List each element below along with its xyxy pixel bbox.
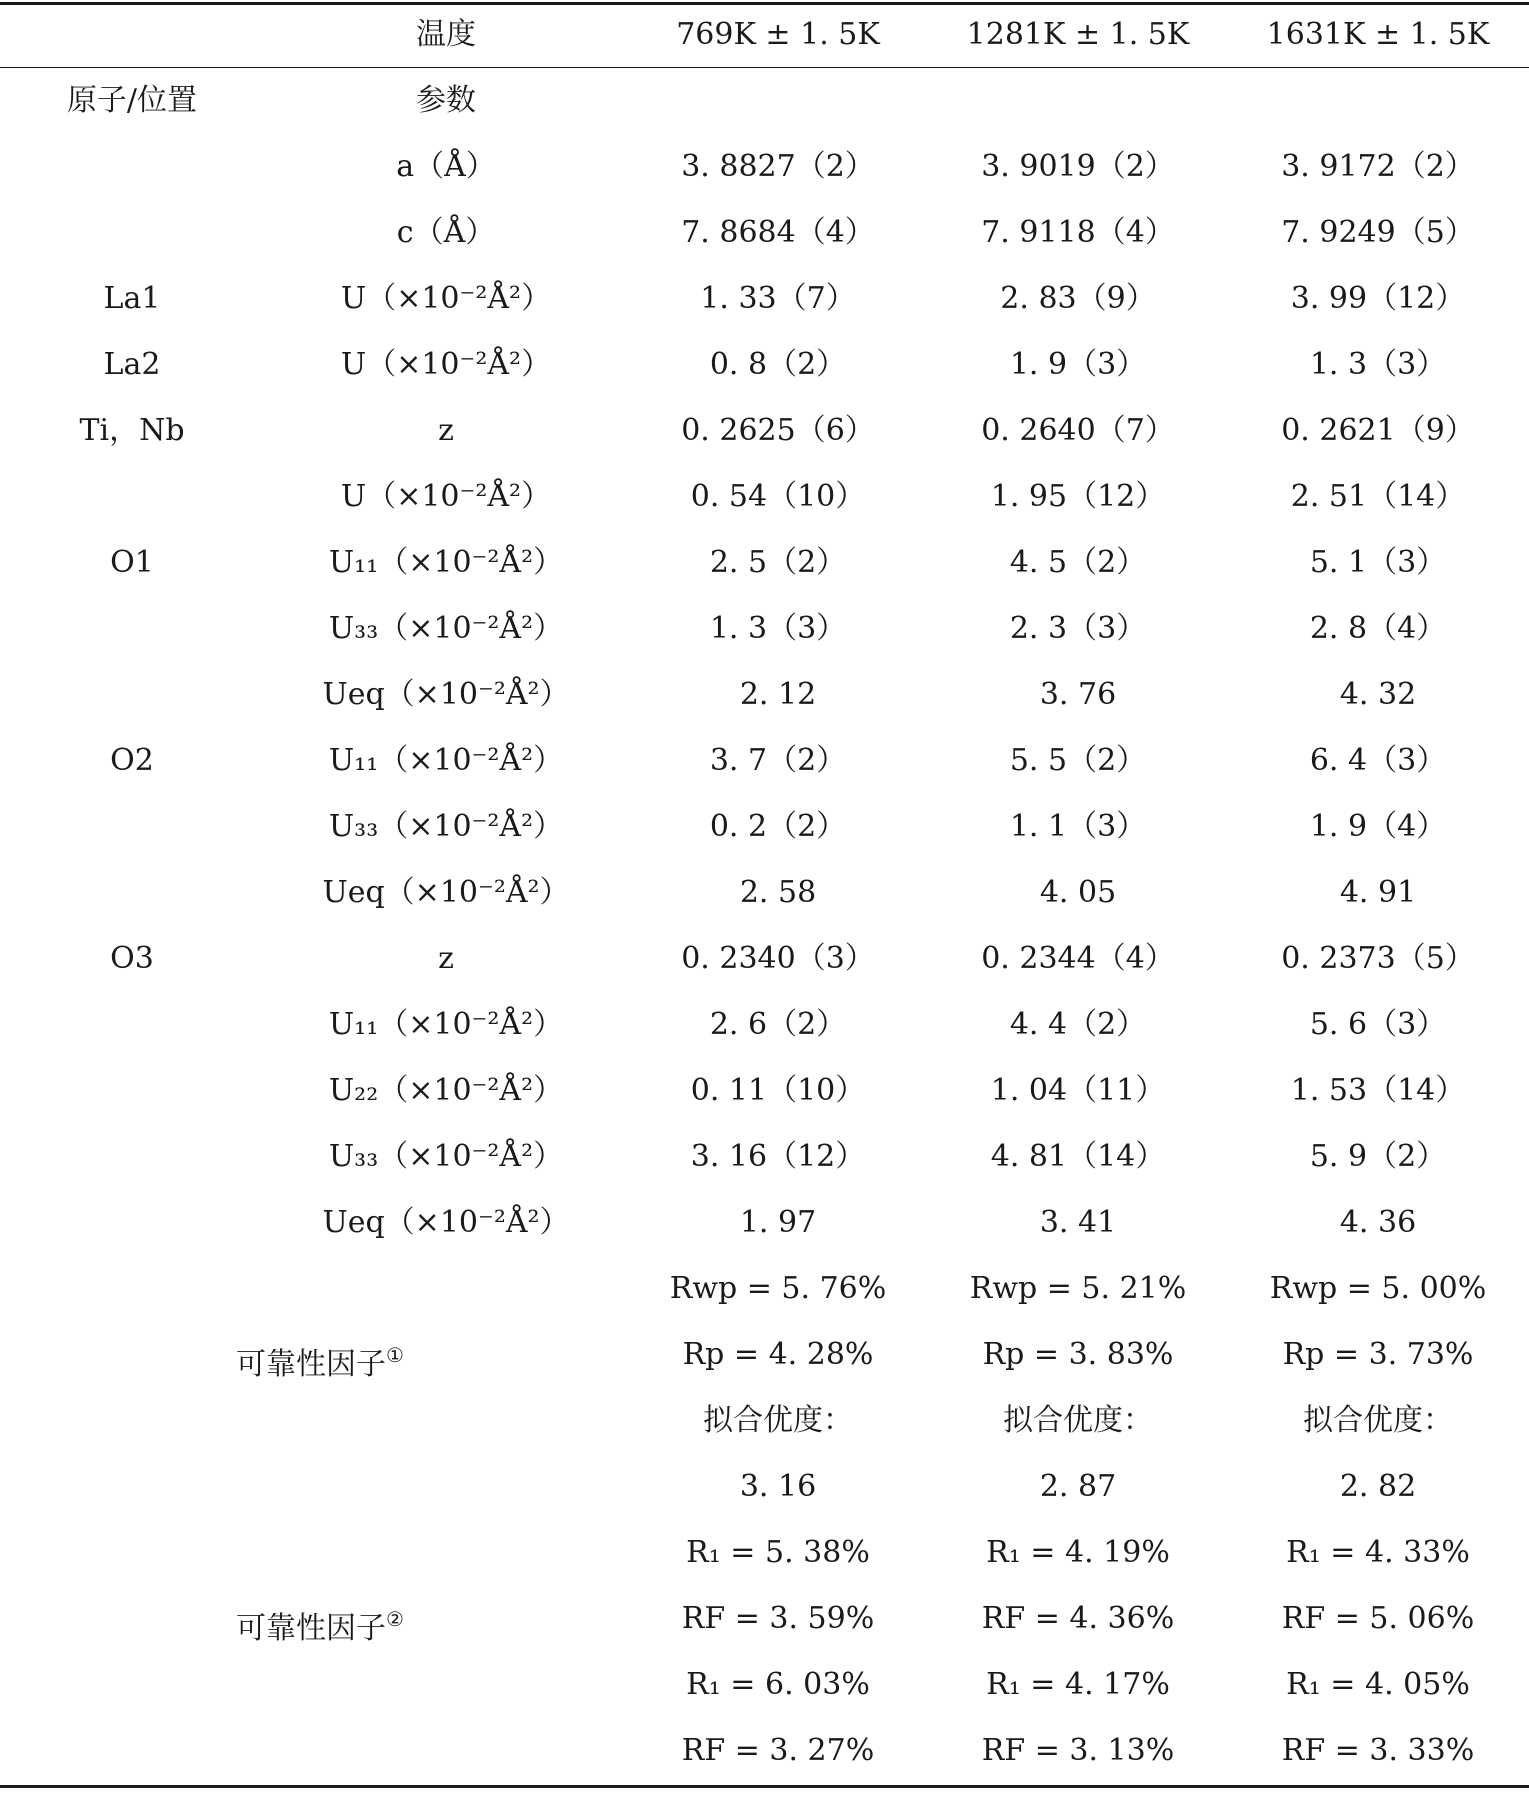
parameter-cell: U₃₃（×10⁻²Å²）	[328, 1139, 564, 1174]
value-cell-769: 0. 54（10）	[690, 479, 866, 514]
atom-cell	[0, 596, 264, 662]
reliability-row	[0, 1718, 1529, 1784]
reliability-value: RF = 3. 27%	[681, 1733, 875, 1768]
parameter-cell: U₁₁（×10⁻²Å²）	[328, 1007, 564, 1042]
value-cell-1281: 2. 83（9）	[1000, 281, 1156, 316]
parameter-cell: U（×10⁻²Å²）	[340, 347, 552, 382]
atom-cell: Ti，Nb	[79, 413, 185, 448]
table-row	[0, 200, 1529, 266]
reliability-value: 拟合优度：	[1303, 1403, 1453, 1438]
value-cell-1281: 0. 2640（7）	[981, 413, 1175, 448]
value-cell-769: 1. 97	[739, 1205, 817, 1240]
reliability-row	[0, 1520, 1529, 1586]
reliability-value: 拟合优度：	[1003, 1403, 1153, 1438]
value-cell-1281: 1. 9（3）	[1009, 347, 1147, 382]
atom-cell	[0, 860, 264, 926]
reliability-value: RF = 4. 36%	[981, 1601, 1175, 1636]
table-row	[0, 134, 1529, 200]
parameter-cell: U₁₁（×10⁻²Å²）	[328, 545, 564, 580]
value-cell-1281: 1. 95（12）	[990, 479, 1166, 514]
temperature-1281: 1281K ± 1. 5K	[966, 17, 1190, 52]
atom-cell	[0, 1124, 264, 1190]
reliability-value: Rwp = 5. 00%	[1269, 1271, 1487, 1306]
parameter-cell: c（Å）	[396, 215, 496, 250]
reliability-value: RF = 3. 33%	[1281, 1733, 1475, 1768]
value-cell-1631: 7. 9249（5）	[1281, 215, 1475, 250]
parameter-cell: Ueq（×10⁻²Å²）	[322, 1205, 570, 1240]
table-row	[0, 1058, 1529, 1124]
value-cell-1281: 0. 2344（4）	[981, 941, 1175, 976]
value-cell-769: 7. 8684（4）	[681, 215, 875, 250]
value-cell-1631: 0. 2373（5）	[1281, 941, 1475, 976]
atom-cell	[0, 992, 264, 1058]
table-row	[0, 860, 1529, 926]
table-row	[0, 332, 1529, 398]
reliability-value: R₁ = 6. 03%	[686, 1667, 870, 1702]
value-cell-1631: 5. 1（3）	[1309, 545, 1447, 580]
reliability-factor-text: 可靠性因子	[236, 1347, 387, 1382]
parameter-cell: a（Å）	[396, 149, 496, 184]
reliability-value: 拟合优度：	[703, 1403, 853, 1438]
value-cell-1631: 3. 99（12）	[1290, 281, 1466, 316]
reliability-value: RF = 3. 13%	[981, 1733, 1175, 1768]
atom-cell: La2	[103, 347, 161, 382]
reliability-value: Rp = 3. 73%	[1282, 1337, 1474, 1372]
reliability-value: Rwp = 5. 21%	[969, 1271, 1187, 1306]
parameter-cell: U（×10⁻²Å²）	[340, 281, 552, 316]
reliability-factor-label-1	[170, 1322, 470, 1388]
table-row	[0, 596, 1529, 662]
atom-cell: O1	[110, 545, 154, 580]
parameter-label: 参数	[416, 83, 476, 118]
table-row	[0, 530, 1529, 596]
value-cell-769: 3. 8827（2）	[681, 149, 875, 184]
value-cell-1281: 1. 04（11）	[990, 1073, 1166, 1108]
table-row	[0, 1190, 1529, 1256]
footnote-mark: ②	[386, 1607, 404, 1631]
parameter-cell: Ueq（×10⁻²Å²）	[322, 875, 570, 910]
temperature-1631: 1631K ± 1. 5K	[1266, 17, 1490, 52]
parameter-cell: U₁₁（×10⁻²Å²）	[328, 743, 564, 778]
atom-cell	[0, 464, 264, 530]
table-row	[0, 662, 1529, 728]
temperature-label: 温度	[416, 17, 476, 52]
reliability-value: Rp = 3. 83%	[982, 1337, 1174, 1372]
value-cell-1281: 1. 1（3）	[1009, 809, 1147, 844]
value-cell-1631: 1. 53（14）	[1290, 1073, 1466, 1108]
reliability-value: R₁ = 4. 17%	[986, 1667, 1170, 1702]
table-row	[0, 266, 1529, 332]
value-cell-769: 1. 33（7）	[700, 281, 856, 316]
table-row	[0, 926, 1529, 992]
table-row	[0, 1124, 1529, 1190]
table-row	[0, 728, 1529, 794]
value-cell-1631: 6. 4（3）	[1309, 743, 1447, 778]
footnote-mark: ①	[386, 1343, 404, 1367]
value-cell-769: 0. 8（2）	[709, 347, 847, 382]
parameter-cell: U₃₃（×10⁻²Å²）	[328, 611, 564, 646]
atom-cell	[0, 134, 264, 200]
reliability-value: Rwp = 5. 76%	[669, 1271, 887, 1306]
atom-cell: La1	[103, 281, 161, 316]
reliability-value: 2. 87	[1039, 1469, 1117, 1504]
value-cell-1631: 5. 6（3）	[1309, 1007, 1447, 1042]
atom-cell	[0, 1058, 264, 1124]
value-cell-1281: 2. 3（3）	[1009, 611, 1147, 646]
value-cell-1631: 1. 9（4）	[1309, 809, 1447, 844]
parameter-cell: U₃₃（×10⁻²Å²）	[328, 809, 564, 844]
value-cell-1631: 4. 91	[1339, 875, 1417, 910]
value-cell-1281: 3. 76	[1039, 677, 1117, 712]
value-cell-1281: 4. 4（2）	[1009, 1007, 1147, 1042]
table-row	[0, 464, 1529, 530]
value-cell-1631: 2. 8（4）	[1309, 611, 1447, 646]
value-cell-1281: 7. 9118（4）	[981, 215, 1175, 250]
value-cell-1281: 4. 81（14）	[990, 1139, 1166, 1174]
value-cell-769: 0. 2625（6）	[681, 413, 875, 448]
atom-cell	[0, 200, 264, 266]
value-cell-769: 2. 12	[739, 677, 817, 712]
value-cell-1281: 3. 41	[1039, 1205, 1117, 1240]
reliability-value: R₁ = 4. 05%	[1286, 1667, 1470, 1702]
reliability-factor-label-2	[170, 1586, 470, 1652]
value-cell-1281: 5. 5（2）	[1009, 743, 1147, 778]
reliability-value: Rp = 4. 28%	[682, 1337, 874, 1372]
value-cell-1631: 1. 3（3）	[1309, 347, 1447, 382]
value-cell-769: 1. 3（3）	[709, 611, 847, 646]
value-cell-1631: 5. 9（2）	[1309, 1139, 1447, 1174]
reliability-row	[0, 1454, 1529, 1520]
parameter-cell: U₂₂（×10⁻²Å²）	[328, 1073, 564, 1108]
parameter-cell: U（×10⁻²Å²）	[340, 479, 552, 514]
table-row	[0, 992, 1529, 1058]
atom-cell	[0, 662, 264, 728]
value-cell-769: 2. 58	[739, 875, 817, 910]
table-row	[0, 398, 1529, 464]
subheader-row	[0, 68, 1529, 134]
value-cell-769: 3. 7（2）	[709, 743, 847, 778]
reliability-value: RF = 5. 06%	[1281, 1601, 1475, 1636]
value-cell-769: 3. 16（12）	[690, 1139, 866, 1174]
reliability-row	[0, 1256, 1529, 1322]
reliability-row	[0, 1652, 1529, 1718]
value-cell-1631: 3. 9172（2）	[1281, 149, 1475, 184]
value-cell-1281: 4. 5（2）	[1009, 545, 1147, 580]
atom-cell: O2	[110, 743, 154, 778]
reliability-value: RF = 3. 59%	[681, 1601, 875, 1636]
reliability-value: R₁ = 4. 33%	[1286, 1535, 1470, 1570]
value-cell-769: 0. 2340（3）	[681, 941, 875, 976]
reliability-factor-text: 可靠性因子	[236, 1611, 387, 1646]
value-cell-769: 0. 11（10）	[690, 1073, 866, 1108]
value-cell-1281: 4. 05	[1039, 875, 1117, 910]
bottom-rule	[0, 1785, 1529, 1788]
reliability-value: R₁ = 5. 38%	[686, 1535, 870, 1570]
value-cell-1631: 4. 36	[1339, 1205, 1417, 1240]
table-row	[0, 794, 1529, 860]
reliability-value: 2. 82	[1339, 1469, 1417, 1504]
header-row	[0, 2, 1529, 68]
reliability-value: R₁ = 4. 19%	[986, 1535, 1170, 1570]
parameter-cell: Ueq（×10⁻²Å²）	[322, 677, 570, 712]
value-cell-1631: 4. 32	[1339, 677, 1417, 712]
temperature-769: 769K ± 1. 5K	[676, 17, 880, 52]
value-cell-1631: 2. 51（14）	[1290, 479, 1466, 514]
atom-cell	[0, 794, 264, 860]
atom-cell	[0, 1190, 264, 1256]
value-cell-769: 2. 5（2）	[709, 545, 847, 580]
reliability-value: 3. 16	[739, 1469, 817, 1504]
atom-site-label: 原子/位置	[66, 83, 198, 118]
parameter-cell: z	[438, 413, 454, 448]
parameter-cell: z	[438, 941, 454, 976]
value-cell-769: 0. 2（2）	[709, 809, 847, 844]
value-cell-1281: 3. 9019（2）	[981, 149, 1175, 184]
value-cell-1631: 0. 2621（9）	[1281, 413, 1475, 448]
atom-cell: O3	[110, 941, 154, 976]
reliability-row	[0, 1388, 1529, 1454]
value-cell-769: 2. 6（2）	[709, 1007, 847, 1042]
